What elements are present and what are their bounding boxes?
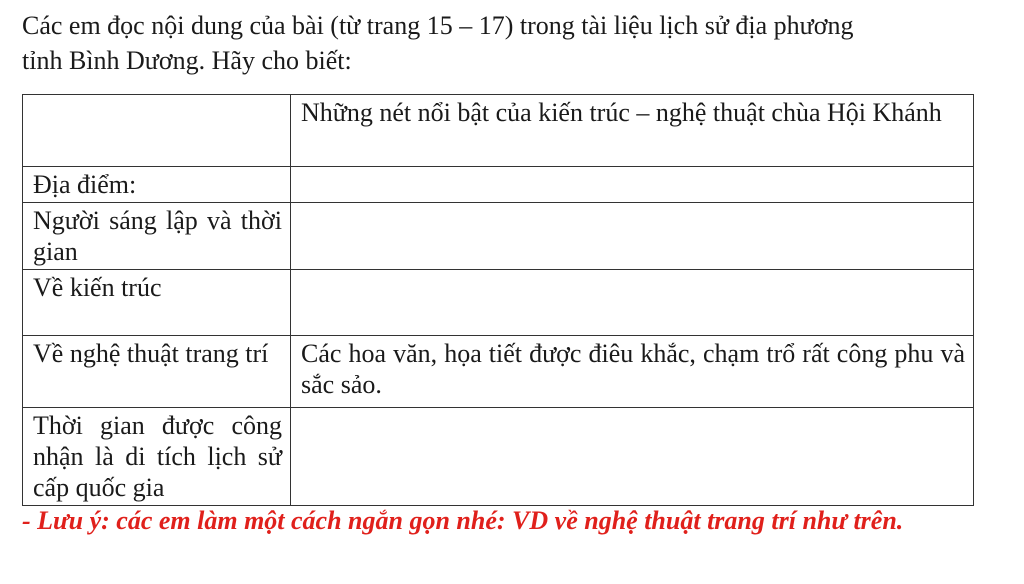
table-row: [23, 270, 974, 336]
row-label-founder: Người sáng lập và thời gian: [23, 203, 291, 270]
row-value-location: [291, 167, 974, 203]
row-value-founder: [291, 203, 974, 270]
row-label-location: Địa điểm:: [23, 167, 291, 203]
table-header-row: [23, 95, 974, 167]
row-value-decoration: Các hoa văn, họa tiết được điêu khắc, chạm trổ rất công phu và sắc sảo.: [291, 336, 974, 408]
note-text: - Lưu ý: các em làm một cách ngắn gọn nhé: VD về nghệ thuật trang trí như trên.: [22, 506, 904, 535]
table-row: [23, 203, 974, 270]
row-label-recognition: Thời gian được công nhận là di tích lịch sử cấp quốc gia: [23, 408, 291, 506]
intro-line-1: Các em đọc nội dung của bài (từ trang 15 – 17) trong tài liệu lịch sử địa phương: [22, 11, 854, 40]
row-label-decoration: Về nghệ thuật trang trí: [23, 336, 291, 408]
table-row: [23, 336, 974, 408]
intro-paragraph: [22, 8, 992, 78]
header-left-cell: [23, 95, 291, 167]
row-value-recognition: [291, 408, 974, 506]
table-row: [23, 167, 974, 203]
row-value-architecture: [291, 270, 974, 336]
header-right-cell: Những nét nổi bật của kiến trúc – nghệ thuật chùa Hội Khánh: [291, 95, 974, 167]
row-label-architecture: Về kiến trúc: [23, 270, 291, 336]
info-table: [22, 94, 974, 506]
intro-line-2: tỉnh Bình Dương. Hãy cho biết:: [22, 46, 352, 75]
table-row: [23, 408, 974, 506]
